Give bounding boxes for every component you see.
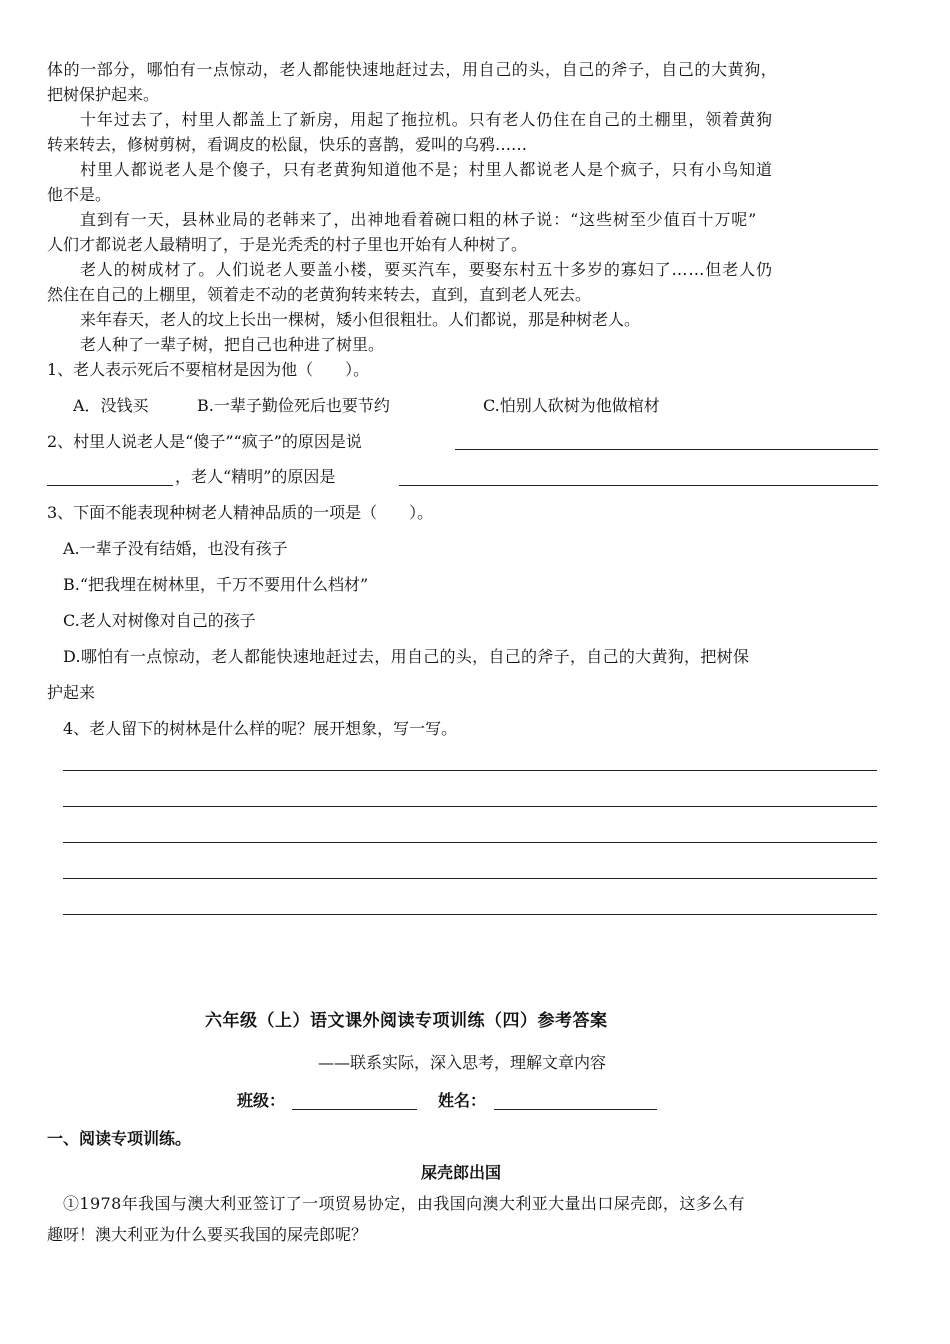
article-line: 趣呀！澳大利亚为什么要买我国的屎壳郎呢？ (47, 1225, 368, 1244)
question-3-option-d-cont: 护起来 (47, 683, 96, 702)
name-field[interactable] (494, 1109, 657, 1110)
class-label: 班级： (237, 1091, 286, 1110)
article-title: 屎壳郎出国 (421, 1163, 502, 1182)
passage-line: 老人种了一辈子树，把自己也种进了树里。 (80, 335, 385, 354)
question-2-stem-second: ，老人“精明”的原因是 (175, 467, 336, 486)
question-1-stem: 1、老人表示死后不要棺材是因为他（ ）。 (47, 360, 370, 379)
passage-line: 把树保护起来。 (47, 85, 160, 104)
name-label: 姓名： (438, 1091, 487, 1110)
question-3-option-a[interactable]: A.一辈子没有结婚，也没有孩子 (63, 539, 288, 558)
passage-line: 直到有一天，县林业局的老韩来了，出神地看着碗口粗的林子说：“这些树至少值百十万呢” (80, 210, 758, 229)
question-1-option-c[interactable]: C.怕别人砍树为他做棺材 (483, 396, 660, 415)
answer-subtitle: ——联系实际，深入思考，理解文章内容 (318, 1053, 607, 1072)
writing-line[interactable] (63, 770, 877, 771)
writing-line[interactable] (63, 878, 877, 879)
question-2-answer-line[interactable] (399, 485, 878, 486)
question-2-stem: 2、村里人说老人是“傻子”“疯子”的原因是说 (47, 432, 362, 451)
writing-line[interactable] (63, 842, 877, 843)
passage-line: 十年过去了，村里人都盖上了新房，用起了拖拉机。只有老人仍住在自己的土棚里，领着黄狗 (80, 110, 773, 129)
question-3-option-b[interactable]: B.“把我埋在树林里，千万不要用什么档材” (63, 575, 369, 594)
question-4-stem: 4、老人留下的树林是什么样的呢？展开想象，写一写。 (63, 719, 458, 738)
answer-title: 六年级（上）语文课外阅读专项训练（四）参考答案 (205, 1011, 608, 1031)
passage-line: 他不是。 (47, 185, 112, 204)
passage-line: 人们才都说老人最精明了，于是光秃秃的村子里也开始有人种树了。 (47, 235, 528, 254)
question-3-stem: 3、下面不能表现种树老人精神品质的一项是（ ）。 (47, 503, 434, 522)
question-2-answer-line[interactable] (455, 449, 878, 450)
passage-line: 体的一部分，哪怕有一点惊动，老人都能快速地赶过去，用自己的头，自己的斧子，自己的大黄狗， (47, 60, 778, 79)
question-3-option-d[interactable]: D.哪怕有一点惊动，老人都能快速地赶过去，用自己的头，自己的斧子，自己的大黄狗，把树保 (63, 647, 750, 666)
question-1-option-b[interactable]: B.一辈子勤俭死后也要节约 (197, 396, 390, 415)
question-2-answer-line[interactable] (47, 485, 173, 486)
class-field[interactable] (292, 1109, 417, 1110)
passage-line: 转来转去，修树剪树，看调皮的松鼠，快乐的喜鹊，爱叫的乌鸦…… (47, 135, 528, 154)
writing-line[interactable] (63, 806, 877, 807)
passage-line: 老人的树成材了。人们说老人要盖小楼，要买汽车，要娶东村五十多岁的寡妇了……但老人仍 (80, 260, 773, 279)
question-1-option-a[interactable]: A．没钱买 (73, 396, 149, 415)
writing-line[interactable] (63, 914, 877, 915)
section-heading: 一、阅读专项训练。 (47, 1129, 192, 1148)
passage-line: 然住在自己的上棚里，领着走不动的老黄狗转来转去，直到，直到老人死去。 (47, 285, 592, 304)
passage-line: 来年春天，老人的坟上长出一棵树，矮小但很粗壮。人们都说，那是种树老人。 (80, 310, 641, 329)
passage-line: 村里人都说老人是个傻子，只有老黄狗知道他不是；村里人都说老人是个疯子，只有小鸟知道 (80, 160, 773, 179)
article-line: ①1978年我国与澳大利亚签订了一项贸易协定，由我国向澳大利亚大量出口屎壳郎，这多么有 (63, 1194, 745, 1213)
question-3-option-c[interactable]: C.老人对树像对自己的孩子 (63, 611, 256, 630)
